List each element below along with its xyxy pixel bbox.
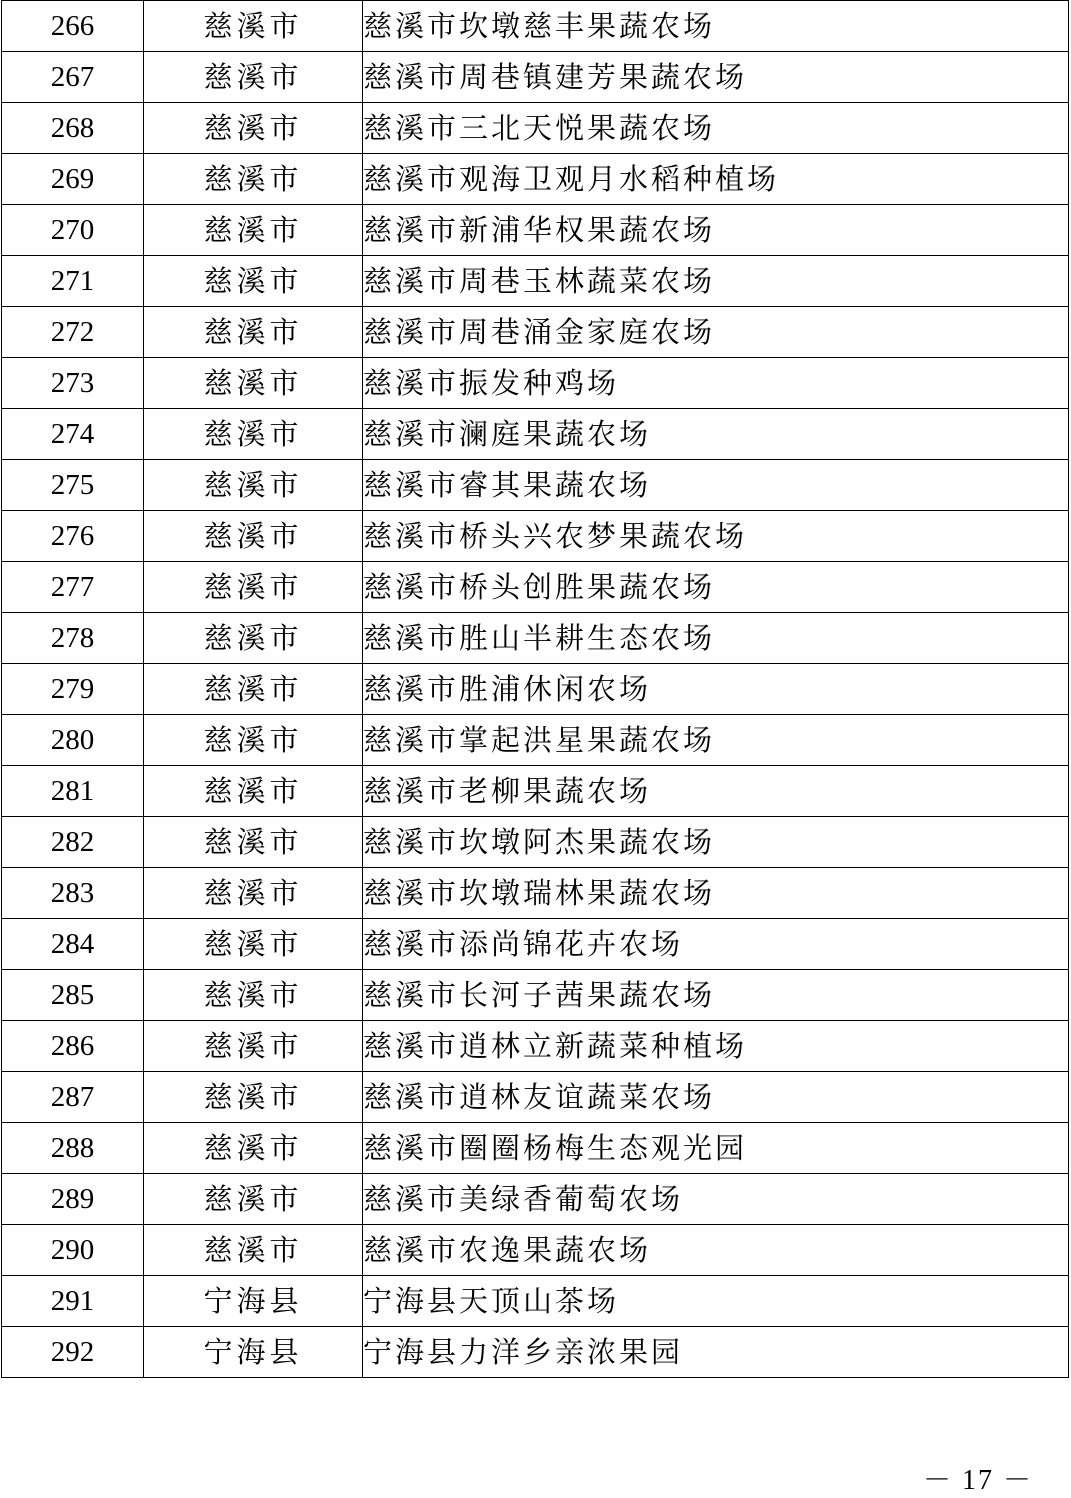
region-cell: 慈溪市 <box>144 358 363 409</box>
region-cell: 慈溪市 <box>144 205 363 256</box>
region-cell: 慈溪市 <box>144 1174 363 1225</box>
table-row <box>2 970 1069 1021</box>
farm-name-cell: 宁海县天顶山茶场 <box>363 1276 1069 1327</box>
farm-list-table <box>1 0 1069 1378</box>
farm-name-cell: 慈溪市添尚锦花卉农场 <box>363 919 1069 970</box>
region-cell: 宁海县 <box>144 1327 363 1378</box>
farm-name-cell: 慈溪市掌起洪星果蔬农场 <box>363 715 1069 766</box>
table-row <box>2 409 1069 460</box>
row-number-cell: 268 <box>2 103 144 154</box>
region-cell: 慈溪市 <box>144 1 363 52</box>
table-row <box>2 52 1069 103</box>
table-row <box>2 613 1069 664</box>
region-cell: 慈溪市 <box>144 460 363 511</box>
farm-name-cell: 慈溪市振发种鸡场 <box>363 358 1069 409</box>
row-number-cell: 267 <box>2 52 144 103</box>
region-cell: 慈溪市 <box>144 52 363 103</box>
table-row <box>2 358 1069 409</box>
table-row <box>2 817 1069 868</box>
region-cell: 慈溪市 <box>144 154 363 205</box>
row-number-cell: 281 <box>2 766 144 817</box>
page-number: － 17 － <box>922 1465 1033 1496</box>
farm-name-cell: 慈溪市桥头创胜果蔬农场 <box>363 562 1069 613</box>
farm-name-cell: 慈溪市坎墩阿杰果蔬农场 <box>363 817 1069 868</box>
row-number-cell: 285 <box>2 970 144 1021</box>
farm-name-cell: 慈溪市三北天悦果蔬农场 <box>363 103 1069 154</box>
table-row <box>2 1327 1069 1378</box>
region-cell: 慈溪市 <box>144 868 363 919</box>
table-row <box>2 715 1069 766</box>
row-number-cell: 292 <box>2 1327 144 1378</box>
row-number-cell: 272 <box>2 307 144 358</box>
row-number-cell: 289 <box>2 1174 144 1225</box>
region-cell: 慈溪市 <box>144 1021 363 1072</box>
farm-name-cell: 慈溪市坎墩慈丰果蔬农场 <box>363 1 1069 52</box>
row-number-cell: 284 <box>2 919 144 970</box>
row-number-cell: 276 <box>2 511 144 562</box>
farm-name-cell: 慈溪市农逸果蔬农场 <box>363 1225 1069 1276</box>
row-number-cell: 273 <box>2 358 144 409</box>
region-cell: 慈溪市 <box>144 511 363 562</box>
region-cell: 慈溪市 <box>144 256 363 307</box>
row-number-cell: 266 <box>2 1 144 52</box>
row-number-cell: 287 <box>2 1072 144 1123</box>
table-row <box>2 1174 1069 1225</box>
farm-name-cell: 慈溪市澜庭果蔬农场 <box>363 409 1069 460</box>
farm-name-cell: 慈溪市桥头兴农梦果蔬农场 <box>363 511 1069 562</box>
table-row <box>2 511 1069 562</box>
row-number-cell: 271 <box>2 256 144 307</box>
table-row <box>2 154 1069 205</box>
table-row <box>2 664 1069 715</box>
row-number-cell: 278 <box>2 613 144 664</box>
row-number-cell: 275 <box>2 460 144 511</box>
region-cell: 慈溪市 <box>144 307 363 358</box>
row-number-cell: 283 <box>2 868 144 919</box>
row-number-cell: 280 <box>2 715 144 766</box>
region-cell: 慈溪市 <box>144 715 363 766</box>
table-row <box>2 766 1069 817</box>
farm-name-cell: 慈溪市胜山半耕生态农场 <box>363 613 1069 664</box>
region-cell: 慈溪市 <box>144 919 363 970</box>
region-cell: 慈溪市 <box>144 970 363 1021</box>
farm-name-cell: 宁海县力洋乡亲浓果园 <box>363 1327 1069 1378</box>
row-number-cell: 274 <box>2 409 144 460</box>
farm-name-cell: 慈溪市长河子茜果蔬农场 <box>363 970 1069 1021</box>
farm-name-cell: 慈溪市圈圈杨梅生态观光园 <box>363 1123 1069 1174</box>
region-cell: 慈溪市 <box>144 1072 363 1123</box>
region-cell: 慈溪市 <box>144 1123 363 1174</box>
row-number-cell: 286 <box>2 1021 144 1072</box>
table-row <box>2 103 1069 154</box>
table-body <box>2 1 1069 1378</box>
table-row <box>2 256 1069 307</box>
farm-name-cell: 慈溪市新浦华权果蔬农场 <box>363 205 1069 256</box>
row-number-cell: 269 <box>2 154 144 205</box>
farm-name-cell: 慈溪市老柳果蔬农场 <box>363 766 1069 817</box>
region-cell: 慈溪市 <box>144 766 363 817</box>
farm-name-cell: 慈溪市坎墩瑞林果蔬农场 <box>363 868 1069 919</box>
region-cell: 慈溪市 <box>144 664 363 715</box>
region-cell: 慈溪市 <box>144 409 363 460</box>
table-row <box>2 1021 1069 1072</box>
table-row <box>2 307 1069 358</box>
table-row <box>2 1225 1069 1276</box>
farm-name-cell: 慈溪市逍林立新蔬菜种植场 <box>363 1021 1069 1072</box>
row-number-cell: 277 <box>2 562 144 613</box>
region-cell: 慈溪市 <box>144 1225 363 1276</box>
row-number-cell: 290 <box>2 1225 144 1276</box>
region-cell: 慈溪市 <box>144 817 363 868</box>
farm-name-cell: 慈溪市周巷镇建芳果蔬农场 <box>363 52 1069 103</box>
table-row <box>2 562 1069 613</box>
farm-name-cell: 慈溪市胜浦休闲农场 <box>363 664 1069 715</box>
farm-name-cell: 慈溪市观海卫观月水稻种植场 <box>363 154 1069 205</box>
row-number-cell: 279 <box>2 664 144 715</box>
region-cell: 慈溪市 <box>144 613 363 664</box>
row-number-cell: 288 <box>2 1123 144 1174</box>
farm-name-cell: 慈溪市美绿香葡萄农场 <box>363 1174 1069 1225</box>
region-cell: 慈溪市 <box>144 103 363 154</box>
table-row <box>2 919 1069 970</box>
row-number-cell: 282 <box>2 817 144 868</box>
region-cell: 宁海县 <box>144 1276 363 1327</box>
farm-name-cell: 慈溪市睿其果蔬农场 <box>363 460 1069 511</box>
farm-name-cell: 慈溪市周巷玉林蔬菜农场 <box>363 256 1069 307</box>
farm-name-cell: 慈溪市逍林友谊蔬菜农场 <box>363 1072 1069 1123</box>
table-row <box>2 1123 1069 1174</box>
row-number-cell: 291 <box>2 1276 144 1327</box>
table-row <box>2 460 1069 511</box>
region-cell: 慈溪市 <box>144 562 363 613</box>
table-row <box>2 1 1069 52</box>
table-row <box>2 1276 1069 1327</box>
table-row <box>2 205 1069 256</box>
table-row <box>2 1072 1069 1123</box>
row-number-cell: 270 <box>2 205 144 256</box>
table-row <box>2 868 1069 919</box>
farm-name-cell: 慈溪市周巷涌金家庭农场 <box>363 307 1069 358</box>
